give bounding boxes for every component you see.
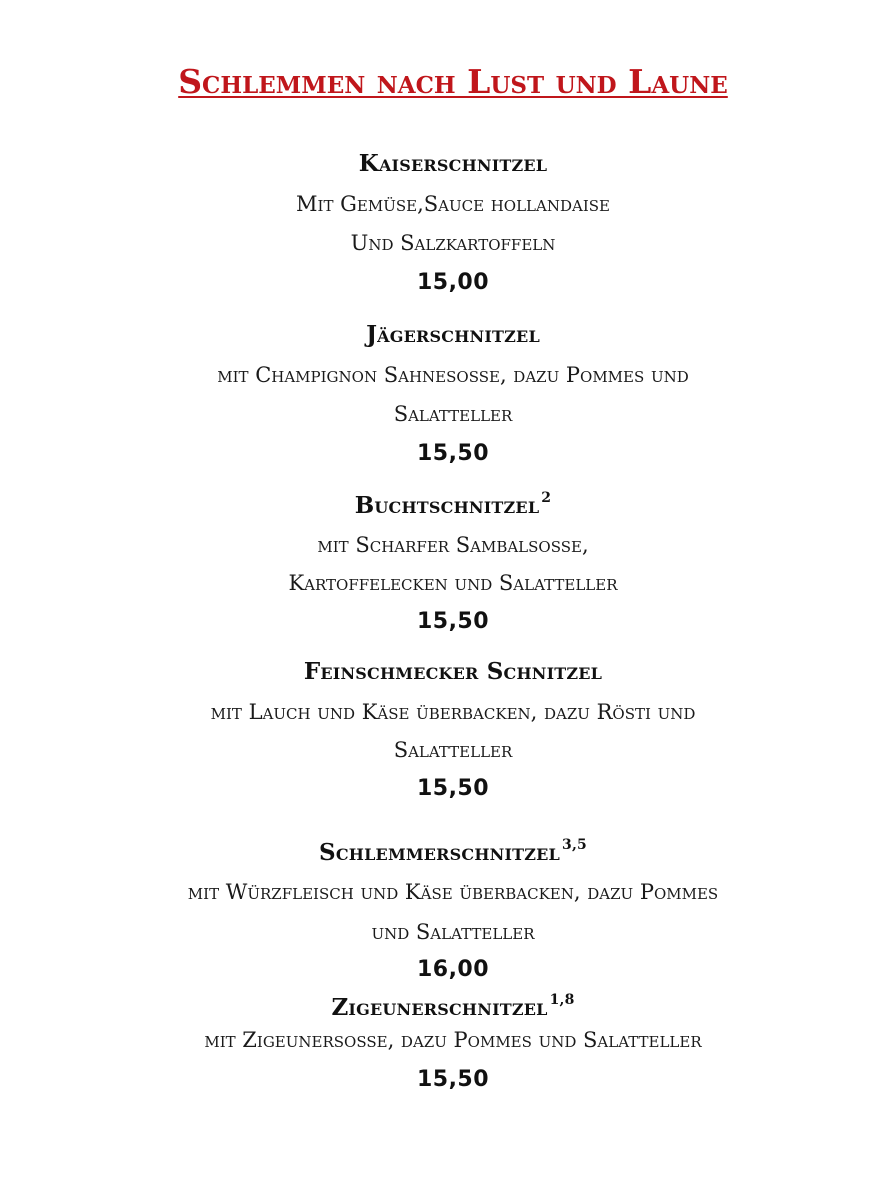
allergen-superscript: 1,8 — [549, 992, 575, 1009]
dish-description-line: und Salatteller — [371, 920, 535, 944]
dish-price: 15,00 — [416, 270, 490, 295]
dish-description-line: mit Scharfer Sambalsosse, — [317, 533, 589, 557]
dish-price: 15,50 — [416, 441, 490, 466]
dish-price: 15,50 — [416, 776, 490, 801]
dish-name: Jägerschnitzel — [366, 321, 540, 348]
dish-description-line: Salatteller — [393, 402, 513, 426]
dish-description-line: Mit Gemüse,Sauce hollandaise — [296, 192, 610, 216]
dish-description-line: mit Lauch und Käse überbacken, dazu Rösti und — [210, 700, 696, 724]
dish-description-line: Und Salzkartoffeln — [350, 231, 556, 255]
dish-name: Zigeunerschnitzel $^{1,8}$ — [331, 992, 575, 1021]
allergen-superscript: 3,5 — [562, 837, 587, 854]
allergen-superscript: 2 — [541, 490, 552, 507]
dish-price: 15,50 — [416, 1067, 490, 1092]
dish-name: Schlemmerschnitzel $^{3,5}$ — [319, 837, 587, 866]
dish-description-line: Salatteller — [393, 738, 513, 762]
dish-price: 16,00 — [416, 957, 490, 982]
menu-title: Schlemmen nach Lust und Laune — [178, 62, 728, 101]
dish-description-line: mit Champignon Sahnesosse, dazu Pommes und — [217, 363, 689, 387]
dish-description-line: mit Zigeunersosse, dazu Pommes und Salatteller — [204, 1028, 702, 1052]
dish-name: Kaiserschnitzel — [358, 150, 548, 177]
dish-price: 15,50 — [416, 609, 490, 634]
dish-description-line: mit Würzfleisch und Käse überbacken, dazu Pommes — [187, 880, 719, 904]
dish-name: Feinschmecker Schnitzel — [303, 658, 603, 685]
dish-description-line: Kartoffelecken und Salatteller — [288, 571, 618, 595]
dish-name: Buchtschnitzel $^2$ — [354, 490, 552, 519]
